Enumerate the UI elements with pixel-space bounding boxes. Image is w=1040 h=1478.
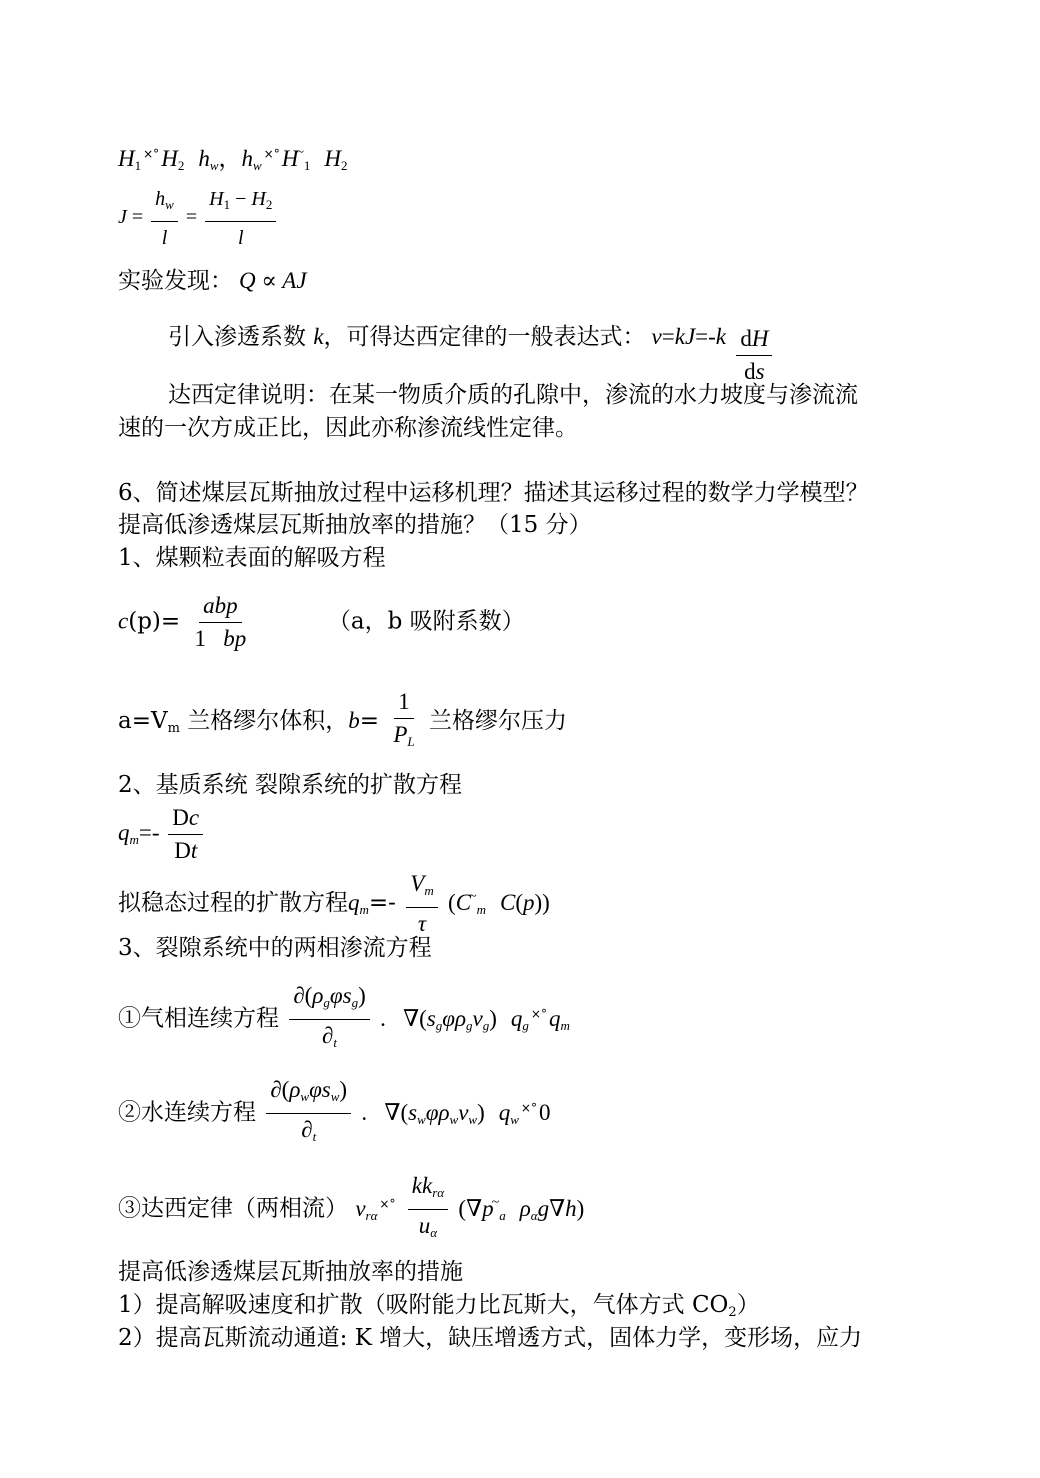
measure-2: 2）提高瓦斯流动通道: K 增大，缺压增透方式，固体力学，变形场，应力 bbox=[118, 1325, 863, 1351]
hydraulic-gradient-formula: J = $\frac{h_w}{l}$ = $\frac{H_1 - H_2}{l}$ bbox=[118, 185, 279, 252]
gas-continuity-line: ①气相连续方程 $\frac{\partial(\rho_g\varphi s_g)}{\partial_t}$ . $\nabla(s_g\varphi\rho_gv_g)$ $q_g^{\times^\circ}q_m$ bbox=[118, 983, 570, 1050]
section-1-title: 1、煤颗粒表面的解吸方程 bbox=[118, 545, 386, 571]
darcy-general-line: 引入渗透系数 k，可得达西定律的一般表达式： v=kJ=-k $\frac{dH}{ds}$ bbox=[168, 322, 775, 386]
section-2-title: 2、基质系统 裂隙系统的扩散方程 bbox=[118, 772, 462, 798]
section-3-title: 3、裂隙系统中的两相渗流方程 bbox=[118, 935, 432, 961]
darcy-explain-line2: 速的一次方成正比，因此亦称渗流线性定律。 bbox=[118, 415, 578, 441]
langmuir-definitions: $a=V_m$ 兰格缪尔体积，b= $\frac{1}{P_L}$ 兰格缪尔压力 bbox=[118, 689, 567, 749]
water-continuity-line: ②水连续方程 $\frac{\partial(\rho_w\varphi s_w)}{\partial_t}$ . $\nabla(s_w\varphi\rho_wv_w)$ $q_w^{\times^\circ}0$ bbox=[118, 1077, 551, 1144]
darcy-two-phase-line: ③达西定律（两相流） $v_{r\alpha}^{\times^\circ}$ $\frac{kk_{r\alpha}}{u_\alpha}$ ($\nabla p^\sim_a$ $\rho_\alpha g\nabla h$) bbox=[118, 1173, 585, 1240]
desorption-formula: c(p)= $\frac{\text{abp}}{1 bp}$ （a，b 吸附系数） bbox=[118, 593, 525, 651]
measure-1: 1）提高解吸速度和扩散（吸附能力比瓦斯大，气体方式 $CO_2$） bbox=[118, 1292, 760, 1320]
darcy-explain-line1: 达西定律说明：在某一物质介质的孔隙中，渗流的水力坡度与渗流流 bbox=[168, 382, 858, 408]
measures-title: 提高低渗透煤层瓦斯抽放率的措施 bbox=[118, 1259, 463, 1285]
question-6-line1: 6、简述煤层瓦斯抽放过程中运移机理？描述其运移过程的数学力学模型？ bbox=[118, 480, 869, 506]
pseudo-steady-line: 拟稳态过程的扩散方程$q_m=-$ $\frac{V_m}{\tau}$ ($C^\sim_m$ C(p)) bbox=[118, 871, 550, 936]
experiment-found-line: 实验发现： Q ∝ AJ bbox=[118, 268, 307, 294]
question-6-line2: 提高低渗透煤层瓦斯抽放率的措施？（15 分） bbox=[118, 512, 592, 538]
diffusion-formula: $q_m=-$ $\frac{Dc}{Dt}$ bbox=[118, 804, 206, 865]
head-relation-formula: $H_1^{\times^\circ}H_2$ $h_w$，$h_w^{\times^\circ}H^\sim_1$ $H_2$ bbox=[118, 145, 348, 173]
